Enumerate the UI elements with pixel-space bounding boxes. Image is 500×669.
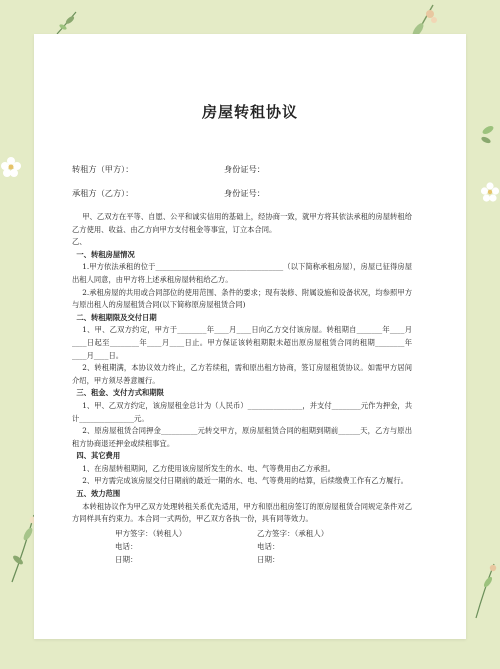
white-flower-left xyxy=(0,156,22,178)
section-heading: 一、转租房屋情况 xyxy=(76,249,135,259)
body-paragraph: 本转租协议作为甲乙双方处理转租关系优先适用，甲方和原出租房签订的原房屋租赁合同规定条件对乙方同样具有约束力。本合同一式两份，甲乙双方各执一份，具有同等效力。 xyxy=(72,501,412,524)
sublessee-signature-label: 乙方签字：（承租人） xyxy=(257,529,329,538)
body-paragraph: 2、转租期满，本协议效力终止，乙方若续租，需和原出租方协商，签订房屋租赁协议。如需甲方居间介绍，甲方须尽善意履行。 xyxy=(72,363,412,385)
sublessee-date-label: 日期： xyxy=(257,555,280,564)
body-paragraph: 1、甲、乙双方约定，该房屋租金总计为（人民币）_______________，并支付________元作为押金，共计_______________元。 xyxy=(72,400,412,423)
document-title: 房屋转租协议 xyxy=(201,103,298,121)
floral-branch-bottom-right xyxy=(470,560,500,620)
signature-block-right xyxy=(257,527,328,566)
agreement-body xyxy=(72,211,412,526)
sublessor-row xyxy=(72,164,265,175)
section-heading: 五、效力范围 xyxy=(76,489,121,499)
body-paragraph: 2.承租房屋的共用或合同部位的使用范围、条件的要求；现有装修、附属设施和设备状况，均参照甲方与原出租人的房屋租赁合同(以下简称原房屋租赁合同) xyxy=(72,287,412,310)
body-paragraph: 2、原房屋租赁合同押金__________元转交甲方，原房屋租赁合同的租期到期前______天，乙方与原出租方协商退还押金或续租事宜。 xyxy=(72,426,412,448)
body-paragraph: 1、在房屋转租期间，乙方使用该房屋所发生的水、电、气等费用由乙方承担。 xyxy=(82,463,335,473)
sublessor-label: 转租方（甲方）： xyxy=(72,164,134,174)
section-heading: 三、租金、支付方式和期限 xyxy=(76,388,164,398)
sublessee-phone-label: 电话： xyxy=(257,542,280,551)
section-heading: 四、其它费用 xyxy=(76,451,121,461)
sublessor-id-label: 身份证号： xyxy=(224,164,265,174)
body-paragraph: 甲、乙双方在平等、自愿、公平和诚实信用的基础上，经协商一致，就甲方将其依法承租的房屋转租给乙方使用、收益、由乙方向甲方支付租金等事宜，订立本合同。 xyxy=(72,212,412,234)
sublessor-signature-label: 甲方签字：（转租人） xyxy=(115,529,187,538)
signature-block-left xyxy=(115,527,186,566)
leaf-sprig-right xyxy=(476,120,500,150)
body-paragraph: 乙、 xyxy=(72,237,87,247)
sublessor-phone-label: 电话： xyxy=(115,542,138,551)
sublessor-date-label: 日期： xyxy=(115,555,138,564)
sublessee-row xyxy=(72,188,265,199)
sublessee-id-label: 身份证号： xyxy=(224,188,265,198)
body-paragraph: 2、甲方需完成该房屋交付日期前的最近一期的水、电、气等费用的结算，后续缴费工作有乙方履行。 xyxy=(82,476,408,486)
white-flower-right xyxy=(480,182,500,202)
section-heading: 二、转租期限及交付日期 xyxy=(76,312,157,322)
sublessee-label: 承租方（乙方）： xyxy=(72,188,134,198)
body-paragraph: 1.甲方依法承租的位于___________________________________（以下简称承租房屋），房屋已征得房屋出租人同意，由甲方将上述承租房屋转租给乙方。 xyxy=(72,262,412,284)
body-paragraph: 1、甲、乙双方约定，甲方于________年____月____日向乙方交付该房屋。转租期自_______年____月____日起至________年____月____日止。甲方保证该转租期限未超出原房屋租赁合同的租期________年____月____日。 xyxy=(72,325,412,360)
